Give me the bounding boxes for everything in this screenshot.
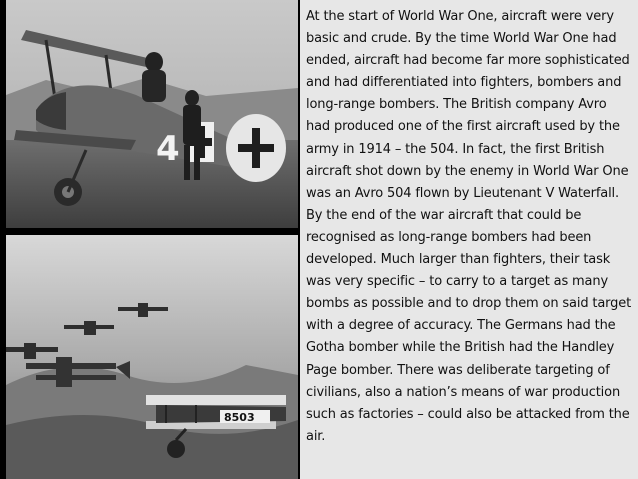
biplanes-in-flight-photo — [6, 235, 298, 479]
biplanes-in-flight-illustration — [6, 235, 298, 479]
text-panel — [300, 0, 638, 479]
body-text: At the start of World War One, aircraft were very basic and crude. By the time World War One had ended, aircraft had become far more sophisticated and had differentiated into fighters, bombers and long-range bombers. The British company Avro had produced one of the first aircraft used by the army in 1914 – the 504. In fact, the first British aircraft shot down by the enemy in World War One was an Avro 504 flown by Lieutenant V Waterfall. By the end of the war aircraft that could be recognised as long-range bombers had been developed. Much larger than fighters, their task was very specific – to carry to a target as many bombs as possible and to drop them on said target with a degree of accuracy. The Germans had the Gotha bomber while the British had the Handley Page bomber. There was deliberate targeting of civilians, also a nation’s means of war production such as factories – could also be attacked from the air. — [306, 9, 632, 444]
aircraft-number-marking: 4 — [156, 129, 180, 169]
biplane-on-ground-illustration — [6, 0, 298, 228]
biplane-on-ground-photo — [6, 0, 298, 228]
plane-tail-marking: 8503 — [224, 411, 255, 424]
